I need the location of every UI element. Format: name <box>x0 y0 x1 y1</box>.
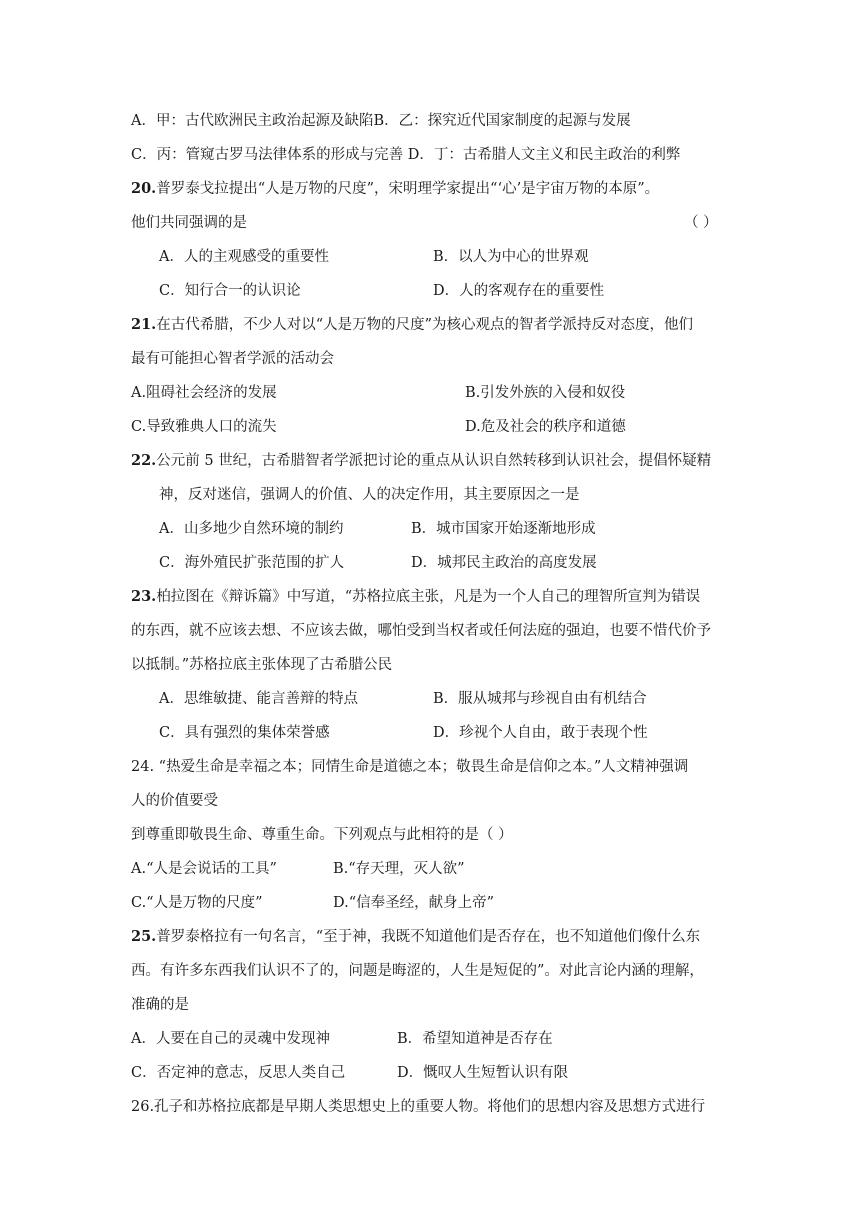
q23-option-b: B．服从城邦与珍视自由有机结合 <box>433 691 647 707</box>
q22-text1: 公元前 5 世纪，古希腊智者学派把讨论的重点从认识自然转移到认识社会，提倡怀疑精 <box>156 453 712 469</box>
q24-option-c: C.“人是万物的尺度” <box>131 895 263 911</box>
q22-stem-line2: 神，反对迷信，强调人的价值、人的决定作用，其主要原因之一是 <box>159 487 580 503</box>
q22-option-b: B．城市国家开始逐渐地形成 <box>411 521 596 537</box>
q21-number: 21. <box>131 316 157 333</box>
q23-number: 23. <box>131 588 157 605</box>
q20-option-d: D．人的客观存在的重要性 <box>433 283 605 299</box>
q21-option-d: D.危及社会的秩序和道德 <box>465 419 626 435</box>
q22-option-c: C．海外殖民扩张范围的扩人 <box>159 555 345 571</box>
q25-option-c: C．否定神的意志，反思人类自己 <box>131 1065 346 1081</box>
q25-number: 25. <box>131 928 157 945</box>
q23-stem-line1 <box>131 588 700 606</box>
q23-text1: 柏拉图在《辩诉篇》中写道，“苏格拉底主张，凡是为一个人自己的理智所宣判为错误 <box>156 589 701 605</box>
q20-answer-paren: （ ） <box>684 215 718 231</box>
q23-option-c: C．具有强烈的集体荣誉感 <box>159 725 330 741</box>
q21-option-a: A.阻碍社会经济的发展 <box>131 385 277 401</box>
q25-stem-line1 <box>131 928 700 946</box>
q23-option-d: D．珍视个人自由，敢于表现个性 <box>433 725 648 741</box>
q22-number: 22. <box>131 452 157 469</box>
q25-text1: 普罗泰格拉有一句名言，“至于神，我既不知道他们是否存在，也不知道他们像什么东 <box>156 929 701 945</box>
q21-stem-line2: 最有可能担心智者学派的活动会 <box>131 351 334 367</box>
q21-option-c: C.导致雅典人口的流失 <box>131 419 277 435</box>
q24-stem-line2: 人的价值要受 <box>131 793 218 809</box>
q22-stem-line1 <box>131 452 711 470</box>
q25-stem-line2: 西。有许多东西我们认识不了的，问题是晦涩的，人生是短促的”。对此言论内涵的理解， <box>131 963 704 979</box>
q24-stem-line3: 到尊重即敬畏生命、尊重生命。下列观点与此相符的是（ ） <box>131 827 513 843</box>
q20-stem-line2: 他们共同强调的是 <box>131 215 247 231</box>
q23-option-a: A．思维敏捷、能言善辩的特点 <box>159 691 358 707</box>
q23-stem-line2: 的东西，就不应该去想、不应该去做，哪怕受到当权者或任何法庭的强迫，也要不惜代价予 <box>131 623 711 639</box>
q20-text1: 普罗泰戈拉提出“人是万物的尺度”，宋明理学家提出“‘心’是宇宙万物的本原”。 <box>156 181 660 197</box>
q21-stem-line1 <box>131 316 693 334</box>
q20-stem-line1 <box>131 180 659 198</box>
q25-option-a: A．人要在自己的灵魂中发现神 <box>131 1031 330 1047</box>
q26-stem-line1: 26.孔子和苏格拉底都是早期人类思想史上的重要人物。将他们的思想内容及思想方式进行 <box>131 1099 706 1115</box>
q19-option-c-d: C．丙：管窥古罗马法律体系的形成与完善 D．丁：古希腊人文主义和民主政治的利弊 <box>131 147 681 163</box>
q25-option-b: B．希望知道神是否存在 <box>397 1031 553 1047</box>
q24-option-a: A.“人是会说话的工具” <box>131 861 277 877</box>
q20-option-c: C．知行合一的认识论 <box>159 283 301 299</box>
q20-number: 20. <box>131 180 157 197</box>
q22-option-a: A．山多地少自然环境的制约 <box>159 521 344 537</box>
q24-option-b: B.“存天理，灭人欲” <box>333 861 465 877</box>
q20-option-a: A．人的主观感受的重要性 <box>159 249 329 265</box>
q22-option-d: D．城邦民主政治的高度发展 <box>411 555 597 571</box>
q23-stem-line3: 以抵制。”苏格拉底主张体现了古希腊公民 <box>131 657 393 673</box>
q25-stem-line3: 准确的是 <box>131 997 189 1013</box>
q25-option-d: D．慨叹人生短暂认识有限 <box>397 1065 569 1081</box>
q21-option-b: B.引发外族的入侵和奴役 <box>465 385 626 401</box>
q24-option-d: D.“信奉圣经，献身上帝” <box>333 895 495 911</box>
q21-text1: 在古代希腊，不少人对以“人是万物的尺度”为核心观点的智者学派持反对态度，他们 <box>156 317 694 333</box>
q24-stem-line1: 24. “热爱生命是幸福之本；同情生命是道德之本；敬畏生命是信仰之本。”人文精神强调 <box>131 759 689 775</box>
q19-option-a-b: A．甲：古代欧洲民主政治起源及缺陷B．乙：探究近代国家制度的起源与发展 <box>131 113 631 129</box>
q20-option-b: B．以人为中心的世界观 <box>433 249 589 265</box>
